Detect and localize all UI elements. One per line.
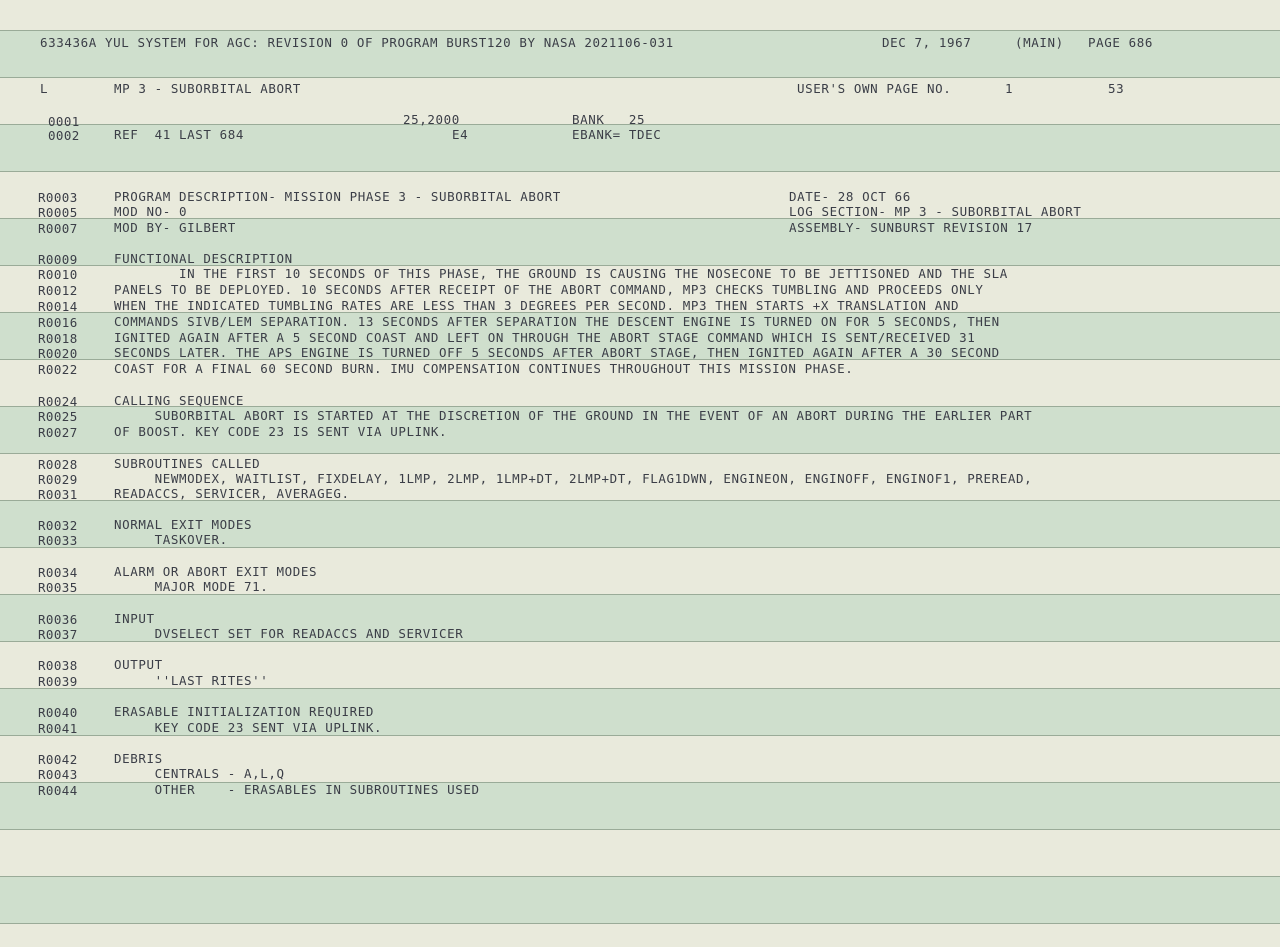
- listing-header-date: DEC 7, 1967: [882, 35, 972, 50]
- line-number: R0038: [38, 658, 78, 673]
- section-heading: SUBROUTINES CALLED: [114, 456, 261, 471]
- section-heading: INPUT: [114, 611, 155, 626]
- line-number: R0027: [38, 425, 78, 440]
- comment-right: LOG SECTION- MP 3 - SUBORBITAL ABORT: [789, 204, 1082, 219]
- band-rule: [0, 218, 1280, 219]
- line-number: R0022: [38, 362, 78, 377]
- section-heading: FUNCTIONAL DESCRIPTION: [114, 251, 293, 266]
- section-heading: NORMAL EXIT MODES: [114, 517, 253, 532]
- ebank-directive: EBANK= TDEC: [572, 127, 662, 142]
- section-heading: OUTPUT: [114, 657, 163, 672]
- band-rule: [0, 594, 1280, 595]
- comment-text: CENTRALS - A,L,Q: [114, 766, 285, 781]
- comment-text: IGNITED AGAIN AFTER A 5 SECOND COAST AND LEFT ON THROUGH THE ABORT STAGE COMMAND WHICH IS SENT/RECEIVED 31: [114, 330, 976, 345]
- comment-text: OTHER - ERASABLES IN SUBROUTINES USED: [114, 782, 480, 797]
- listing-header-mode: (MAIN): [1015, 35, 1064, 50]
- line-number: R0007: [38, 221, 78, 236]
- line-number: R0033: [38, 533, 78, 548]
- comment-right: ASSEMBLY- SUNBURST REVISION 17: [789, 220, 1033, 235]
- line-number: R0043: [38, 767, 78, 782]
- band-rule: [0, 30, 1280, 31]
- line-number: R0040: [38, 705, 78, 720]
- subheader-left: L: [40, 81, 49, 96]
- location-value: 25,2000: [403, 112, 460, 127]
- line-number: R0031: [38, 487, 78, 502]
- users-page-number: 1: [1005, 81, 1014, 96]
- band-rule: [0, 171, 1280, 172]
- line-number: R0044: [38, 783, 78, 798]
- band-rule: [0, 453, 1280, 454]
- band-rule: [0, 547, 1280, 548]
- comment-text: DVSELECT SET FOR READACCS AND SERVICER: [114, 626, 464, 641]
- comment-text: TASKOVER.: [114, 532, 228, 547]
- comment-text: PANELS TO BE DEPLOYED. 10 SECONDS AFTER RECEIPT OF THE ABORT COMMAND, MP3 CHECKS TUMBLING AND PROCEEDS ONLY: [114, 282, 984, 297]
- band-rule: [0, 876, 1280, 877]
- location-value: E4: [452, 127, 469, 142]
- line-number: R0009: [38, 252, 78, 267]
- line-number: R0012: [38, 283, 78, 298]
- comment-text: NEWMODEX, WAITLIST, FIXDELAY, 1LMP, 2LMP, 1LMP+DT, 2LMP+DT, FLAG1DWN, ENGINEON, ENGINOFF, ENGINOF1, PREREAD,: [114, 471, 1033, 486]
- comment-text: SUBORBITAL ABORT IS STARTED AT THE DISCRETION OF THE GROUND IN THE EVENT OF AN ABORT DURING THE EARLIER PART: [114, 408, 1033, 423]
- comment-text: PROGRAM DESCRIPTION- MISSION PHASE 3 - SUBORBITAL ABORT: [114, 189, 561, 204]
- comment-right: DATE- 28 OCT 66: [789, 189, 911, 204]
- comment-text: MOD NO- 0: [114, 204, 188, 219]
- comment-text: MOD BY- GILBERT: [114, 220, 236, 235]
- users-page-label: USER'S OWN PAGE NO.: [797, 81, 952, 96]
- band-rule: [0, 77, 1280, 78]
- line-number: R0034: [38, 565, 78, 580]
- comment-text: COAST FOR A FINAL 60 SECOND BURN. IMU COMPENSATION CONTINUES THROUGHOUT THIS MISSION PHASE.: [114, 361, 854, 376]
- line-number: R0018: [38, 331, 78, 346]
- band-rule: [0, 829, 1280, 830]
- comment-text: MAJOR MODE 71.: [114, 579, 269, 594]
- comment-text: IN THE FIRST 10 SECONDS OF THIS PHASE, THE GROUND IS CAUSING THE NOSECONE TO BE JETTISONED AND THE SLA: [114, 266, 1008, 281]
- comment-text: COMMANDS SIVB/LEM SEPARATION. 13 SECONDS AFTER SEPARATION THE DESCENT ENGINE IS TURNED ON FOR 5 SECONDS, THEN: [114, 314, 1000, 329]
- line-number: R0041: [38, 721, 78, 736]
- comment-text: KEY CODE 23 SENT VIA UPLINK.: [114, 720, 383, 735]
- comment-text: OF BOOST. KEY CODE 23 IS SENT VIA UPLINK.: [114, 424, 448, 439]
- listing-header-page: PAGE 686: [1088, 35, 1154, 50]
- line-number: R0036: [38, 612, 78, 627]
- comment-text: SECONDS LATER. THE APS ENGINE IS TURNED OFF 5 SECONDS AFTER ABORT STAGE, THEN IGNITED AGAIN AFTER A 30 SECOND: [114, 345, 1000, 360]
- subheader-title: MP 3 - SUBORBITAL ABORT: [114, 81, 301, 96]
- reference-text: REF 41 LAST 684: [114, 127, 245, 142]
- line-number: R0042: [38, 752, 78, 767]
- comment-text: READACCS, SERVICER, AVERAGEG.: [114, 486, 350, 501]
- comment-text: ''LAST RITES'': [114, 673, 269, 688]
- line-number: R0016: [38, 315, 78, 330]
- line-number: R0032: [38, 518, 78, 533]
- band-rule: [0, 735, 1280, 736]
- section-heading: DEBRIS: [114, 751, 163, 766]
- line-number: R0039: [38, 674, 78, 689]
- subheader-right: 53: [1108, 81, 1125, 96]
- line-number: R0028: [38, 457, 78, 472]
- line-number: R0003: [38, 190, 78, 205]
- section-heading: CALLING SEQUENCE: [114, 393, 245, 408]
- line-number: 0002: [48, 128, 80, 143]
- line-number: R0020: [38, 346, 78, 361]
- line-number: R0025: [38, 409, 78, 424]
- line-number: R0035: [38, 580, 78, 595]
- band-rule: [0, 641, 1280, 642]
- line-number: R0037: [38, 627, 78, 642]
- line-number: R0005: [38, 205, 78, 220]
- line-number: R0024: [38, 394, 78, 409]
- band-rule: [0, 688, 1280, 689]
- line-number: R0014: [38, 299, 78, 314]
- section-heading: ERASABLE INITIALIZATION REQUIRED: [114, 704, 375, 719]
- line-number: R0010: [38, 267, 78, 282]
- comment-text: WHEN THE INDICATED TUMBLING RATES ARE LESS THAN 3 DEGREES PER SECOND. MP3 THEN STARTS +X TRANSLATION AND: [114, 298, 960, 313]
- section-heading: ALARM OR ABORT EXIT MODES: [114, 564, 318, 579]
- line-number: R0029: [38, 472, 78, 487]
- listing-header-title: 633436A YUL SYSTEM FOR AGC: REVISION 0 OF PROGRAM BURST120 BY NASA 2021106-031: [40, 35, 674, 50]
- bank-directive: BANK 25: [572, 112, 646, 127]
- band-rule: [0, 923, 1280, 924]
- line-number: 0001: [48, 114, 80, 129]
- green-bar: [0, 876, 1280, 923]
